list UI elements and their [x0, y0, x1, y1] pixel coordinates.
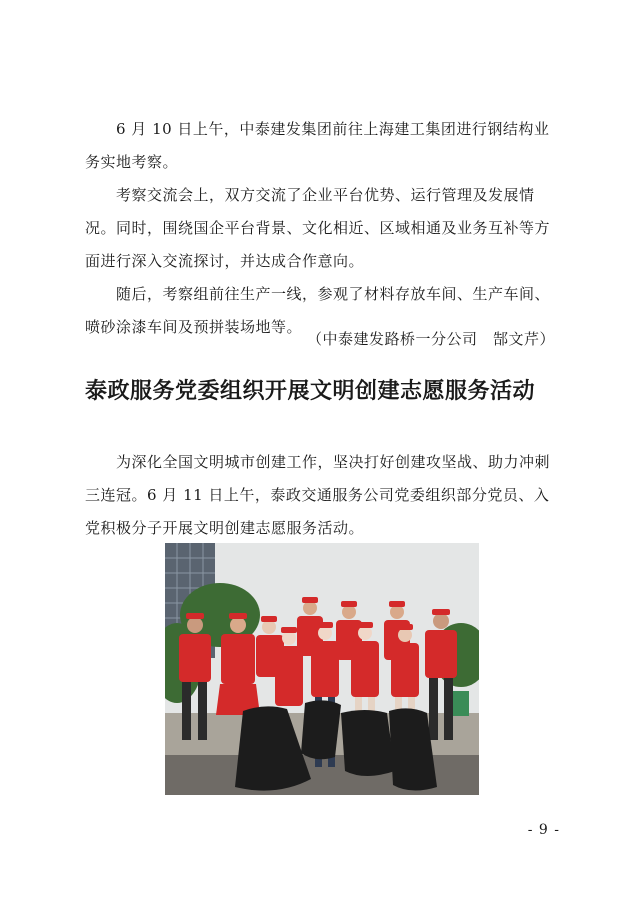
article2-title: 泰政服务党委组织开展文明创建志愿服务活动 — [85, 379, 536, 404]
garbage-bag — [341, 710, 395, 776]
photo-green-bin — [453, 691, 469, 716]
article2-paragraph: 为深化全国文明城市创建工作，坚决打好创建攻坚战、助力冲刺三连冠。6 月 11 日上午，泰政交通服务公司党委组织部分党员、入党积极分子开展文明创建志愿服务活动。 — [85, 453, 551, 537]
article1-byline: （中泰建发路桥一分公司 郜文芹） — [306, 330, 555, 348]
article1-paragraph-3: 随后，考察组前往生产一线，参观了材料存放车间、生产车间、喷砂涂漆车间及预拼装场地等。 — [85, 285, 551, 336]
garbage-bag — [301, 700, 341, 759]
article1-paragraph-2: 考察交流会上，双方交流了企业平台优势、运行管理及发展情况。同时，围绕国企平台背景、文化相近、区域相通及业务互补等方面进行深入交流探讨，并达成合作意向。 — [85, 186, 551, 270]
article1-paragraph-1: 6 月 10 日上午，中泰建发集团前往上海建工集团进行钢结构业务实地考察。 — [85, 120, 550, 171]
page-number: - 9 - — [527, 822, 560, 838]
volunteer-group-photo — [165, 543, 479, 795]
